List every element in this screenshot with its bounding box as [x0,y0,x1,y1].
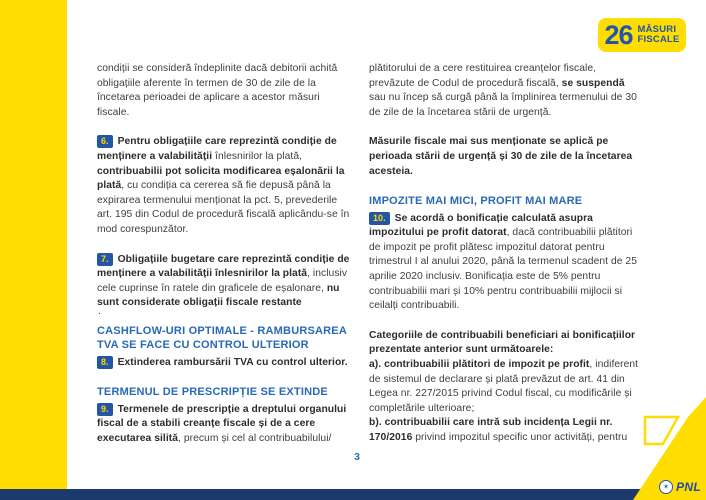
bold-text: Obligațiile bugetare care reprezintă condiție de menținere a valabilității înlesnirilor la plată [97,253,350,280]
page-number: 3 [354,451,360,463]
pnl-logo [659,480,701,494]
bold-text: Pentru obligațiile care reprezintă condiție de menținere a valabilității [97,136,337,162]
paragraph [369,135,641,179]
pnl-logo-text: PNL [676,480,701,494]
item-number-badge: 7. [97,253,113,266]
pnl-star-icon: ✶ [659,480,673,494]
measures-count-badge [598,18,686,52]
measures-label-line-2: FISCALE [637,34,680,45]
measures-label-line-1: MĂSURI [637,23,677,35]
section-heading: TERMENUL DE PRESCRIPȚIE SE EXTINDE [97,386,328,399]
item-number-badge: 6. [97,135,113,148]
bold-text: Termenele de prescripție a dreptului organului fiscal de a stabili creanțe fiscale și de a cere executarea silită [97,403,347,444]
paragraph [97,356,353,371]
measures-label [638,25,680,46]
item-number-badge: 8. [97,356,113,369]
section-heading: IMPOZITE MAI MICI, PROFIT MAI MARE [369,195,583,208]
paragraph: plătitorului de a cere restituirea creanțelor fiscale, prevăzute de Codul de procedură fiscală, se suspendă sau nu încep să curgă până la împlinirea termenului de 30 de zile de la încetarea stării de urgență. [369,63,637,118]
bold-text: nu sunt considerate obligații fiscale restante [97,282,340,309]
paragraph: 9. Termenele de prescripție a dreptului organului fiscal de a stabili creanțe fiscale și de a cere executarea silită, precum și cel al contribuabilului/ [97,403,347,444]
bold-text: Categoriile de contribuabili beneficiari ai bonificațiilor prezentate anterior sunt următoarele: [369,329,636,356]
bold-text: b). contribuabilii care intră sub incidența Legii nr. 170/2016 [369,417,613,443]
item-number-badge: 9. [97,403,113,416]
sidebar-band [0,0,67,489]
paragraph [369,329,641,358]
right-column [369,62,641,461]
content-area [97,62,643,461]
bold-text: a). contribuabilii plătitori de impozit pe profit [369,359,590,370]
footer-bar [0,489,706,500]
paragraph: b). contribuabilii care intră sub incidența Legii nr. 170/2016 privind impozitul specific unor activități, pentru [369,417,628,443]
paragraph: 7. Obligațiile bugetare care reprezintă condiție de menținere a valabilității înlesnirilor la plată, inclusiv cele cuprinse în ratele din graficele de eșalonare, nu sunt considerate obligații fiscale restante [97,253,350,309]
item-number-badge: 10. [369,212,390,225]
left-column [97,62,353,461]
measures-count: 26 [604,19,633,50]
section-heading: CASHFLOW-URI OPTIMALE - RAMBURSAREA TVA SE FACE CU CONTROL ULTERIOR [97,324,347,351]
paragraph: . [98,305,101,317]
bold-text: Se acordă o bonificație calculată asupra impozitului pe profit datorat [369,212,593,239]
paragraph: condiții se consideră îndeplinite dacă debitorii achită obligațiile aferente în termen de 30 de zile de la încetarea perioadei de aplicare a acestor măsuri fiscale. [97,63,338,118]
bold-text: Măsurile fiscale mai sus menționate se aplică pe perioada stării de urgență și 30 de zile de la încetarea acesteia. [369,136,633,177]
bold-text: se suspendă [561,77,625,89]
paragraph: 6. Pentru obligațiile care reprezintă condiție de menținere a valabilității înlesnirilor la plată, contribuabilii pot solicita modificarea eșalonării la plată, cu condiția ca cererea să fie depusă până la expirarea termenului menționat la pct. 5, prevederile art. 195 din Codul de procedură fiscală aplicându-se în mod corespunzător. [97,136,350,235]
bold-text: Extinderea rambursării TVA cu control ulterior. [117,356,348,368]
bold-text: contribuabilii pot solicita modificarea eșalonării la plată [97,165,345,192]
paragraph: a). contribuabilii plătitori de impozit pe profit, indiferent de sistemul de declarare și plată prevăzut de art. 41 din Legea nr. 227/2015 privind Codul fiscal, cu modificările și completările ulterioare; [369,359,639,414]
paragraph: 10. Se acordă o bonificație calculată asupra impozitului pe profit datorat, dacă contribuabilii plătitori de impozit pe profit plătesc impozitul datorat pentru trimestrul I al anului 2020, până la termenul scadent de 25 aprilie 2020 inclusiv. Bonificația este de 5% pentru contribuabilii mari și 10% pentru contribuabilii mijlocii si ceilalți contribuabili. [369,212,637,312]
